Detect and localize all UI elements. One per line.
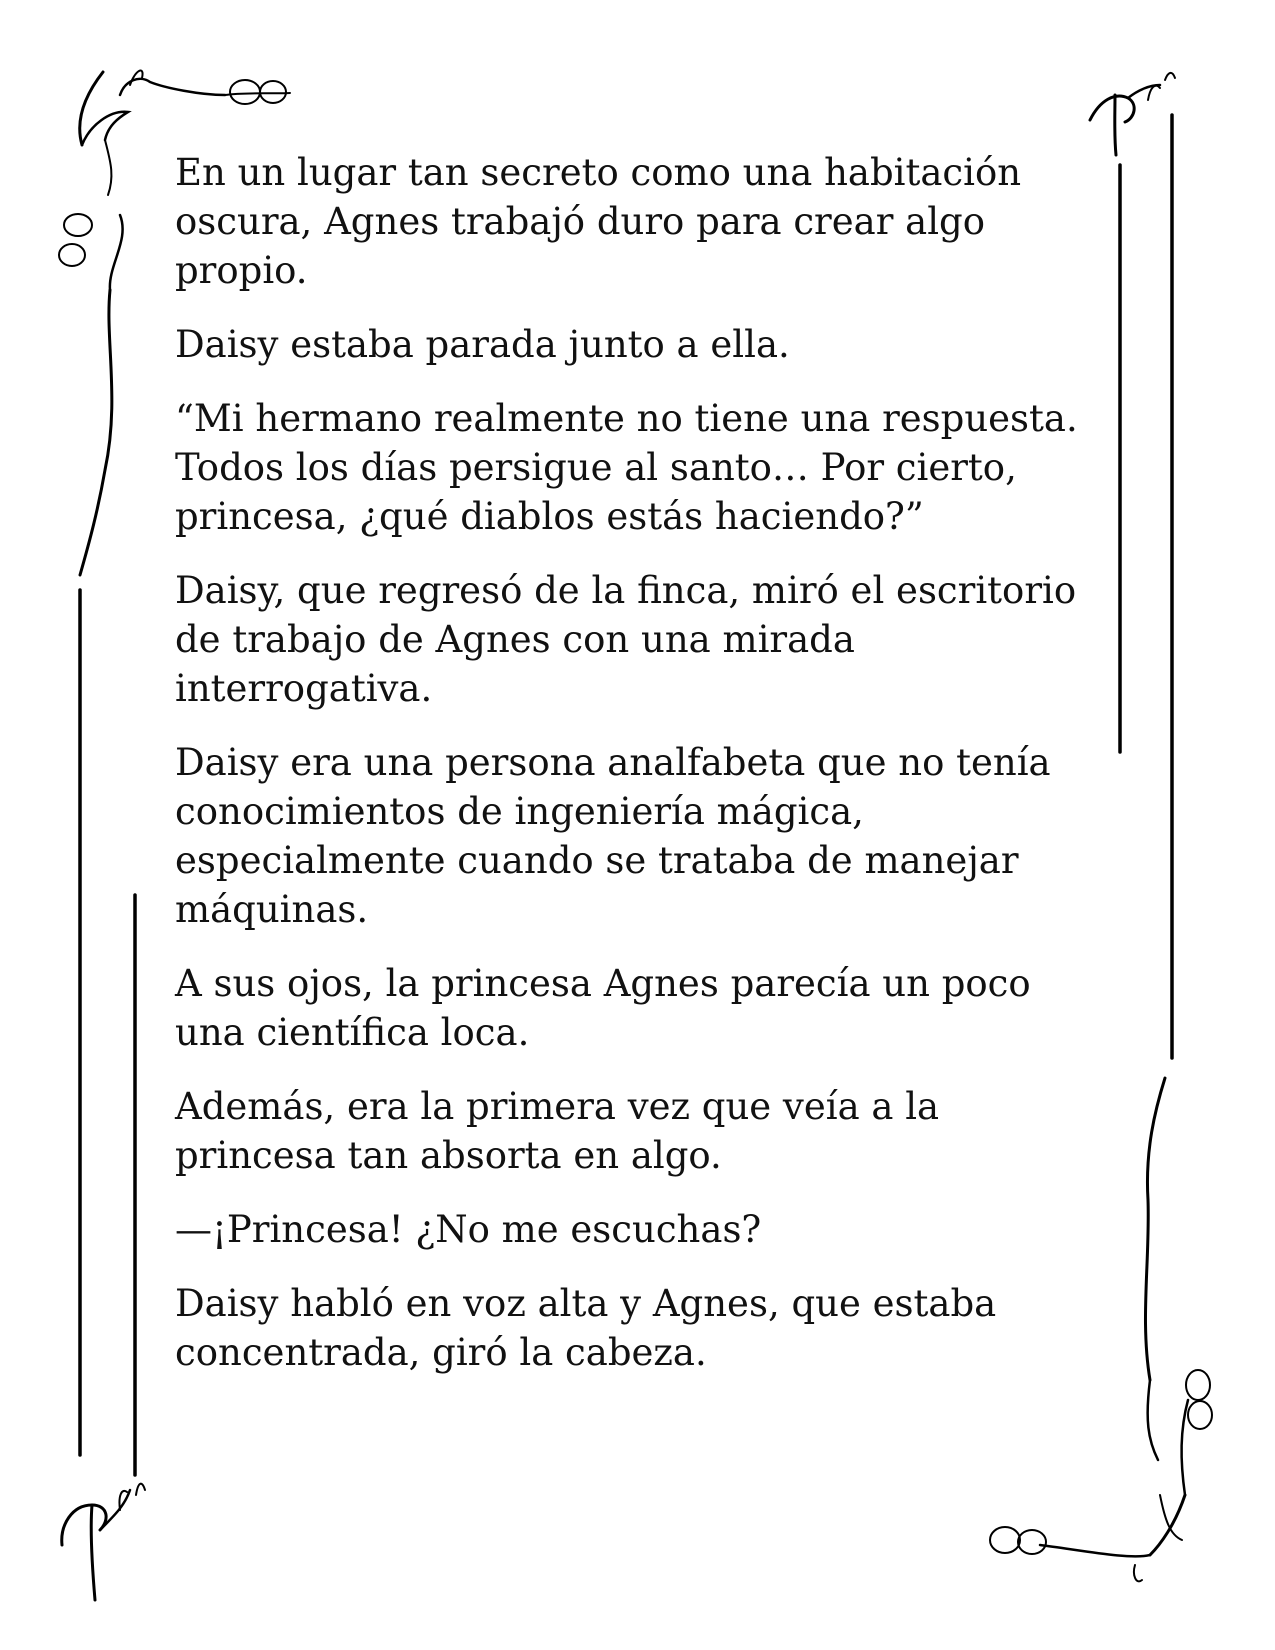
paragraph: Daisy, que regresó de la finca, miró el escritorio de trabajo de Agnes con una mirada interrogativa. [175, 569, 1077, 710]
paragraph: —¡Princesa! ¿No me escuchas? [175, 1208, 762, 1251]
paragraph: Daisy habló en voz alta y Agnes, que estaba concentrada, giró la cabeza. [175, 1282, 997, 1374]
paragraph: A sus ojos, la princesa Agnes parecía un poco una científica loca. [175, 962, 1031, 1054]
paragraph: En un lugar tan secreto como una habitación oscura, Agnes trabajó duro para crear algo propio. [175, 151, 1022, 292]
paragraph: Daisy estaba parada junto a ella. [175, 323, 790, 366]
top-right-flourish [1090, 73, 1175, 155]
paragraph: “Mi hermano realmente no tiene una respuesta. Todos los días persigue al santo… Por cierto, princesa, ¿qué diablos estás haciendo?” [175, 397, 1078, 538]
paragraph: Además, era la primera vez que veía a la princesa tan absorta en algo. [175, 1085, 940, 1177]
paragraph: Daisy era una persona analfabeta que no tenía conocimientos de ingeniería mágica, especialmente cuando se trataba de manejar máquinas. [175, 741, 1051, 931]
bottom-left-flourish [62, 1484, 145, 1600]
story-text [175, 148, 1095, 1402]
